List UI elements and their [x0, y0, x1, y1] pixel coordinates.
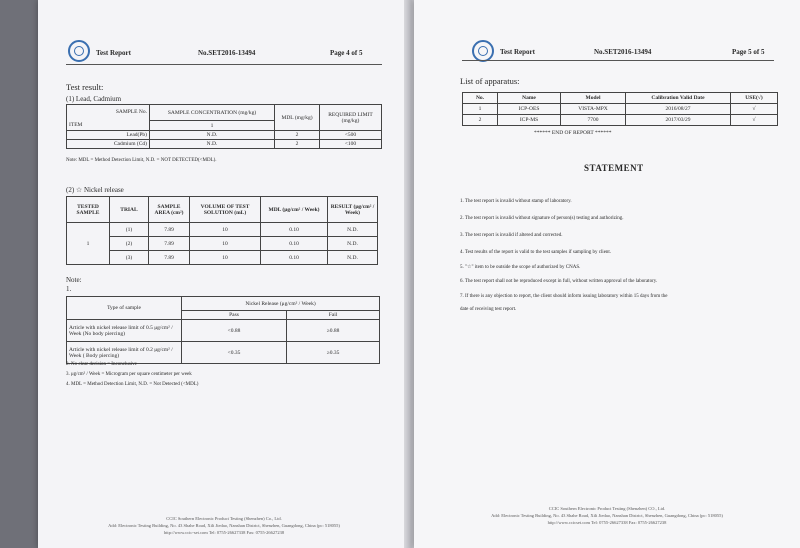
- header-report-no: No.SET2016-13494: [198, 49, 256, 57]
- col-area: SAMPLE AREA (cm²): [149, 197, 190, 223]
- nickel-limit-table: Type of sample Nickel Release (μg/cm² / Week) Pass Fail Article with nickel release limit of 0.5 μg/cm² / Week (No body piercing) <0.88 ≥0.88 Article with nickel release limit of 0.2 μg/cm² / Week ( Body piercing) <0.35 ≥0.35: [66, 296, 380, 364]
- table-row: 1: [463, 104, 498, 115]
- col-model: Model: [561, 93, 626, 104]
- lead-caption: (1) Lead, Cadmium: [66, 95, 122, 103]
- col-name: Name: [498, 93, 561, 104]
- col-limit: REQUIRED LIMIT (mg/kg): [320, 105, 382, 131]
- col-mdl: MDL (μg/cm² / Week): [261, 197, 328, 223]
- nickel-release-table: TESTED SAMPLE TRIAL SAMPLE AREA (cm²) VOLUME OF TEST SOLUTION (mL) MDL (μg/cm² / Week) RESULT (μg/cm² / Week) 1 (1) 7.89 10 0.10 N.D. (2) 7.89 10 0.10 N.D. (3) 7.89 10 0.10 N.D.: [66, 196, 378, 265]
- ccic-logo-icon: [472, 40, 494, 62]
- statement-item-4: 4. Test results of the report is valid to the test samples if sampling by client.: [460, 250, 612, 255]
- note-item-4: 4. MDL = Method Detection Limit, N.D. = Not Detected (<MDL): [66, 382, 199, 387]
- footer-address: Add: Electronic Testing Building, No. 43 Shahe Road, Xili Jiedao, Nanshan District, Shenzhen, Guangdong, China (pc: 518055): [491, 513, 723, 518]
- col-calibration-date: Calibration Valid Date: [626, 93, 731, 104]
- tested-sample-value: 1: [67, 223, 110, 265]
- header-title: Test Report: [500, 48, 535, 56]
- apparatus-title: List of apparatus:: [460, 76, 520, 86]
- section-title: Test result:: [66, 82, 104, 92]
- statement-item-1: 1. The test report is invalid without stamp of laboratory.: [460, 199, 572, 204]
- footer-company: CCIC Southern Electronic Product Testing (Shenzhen) Co., Ltd.: [166, 516, 282, 521]
- note-item-3: 3. μg/cm² / Week = Microgram per square centimeter per week: [66, 372, 192, 377]
- note-item-1: 1.: [66, 285, 72, 293]
- statement-item-7-cont: date of receiving test report.: [460, 307, 517, 312]
- end-of-report: ****** END OF REPORT ******: [534, 130, 612, 136]
- footer-contact: http://www.ccic-set.com Tel: 0755-26627338 Fax: 0755-26627238: [163, 530, 285, 535]
- col-trial: TRIAL: [110, 197, 149, 223]
- table-row: (1): [110, 223, 149, 237]
- col-nickel-release: Nickel Release (μg/cm² / Week): [182, 297, 380, 311]
- table-row: (2): [110, 237, 149, 251]
- nickel-caption: (2) ☆ Nickel release: [66, 186, 124, 194]
- col-tested-sample: TESTED SAMPLE: [67, 197, 110, 223]
- col-result: RESULT (μg/cm² / Week): [328, 197, 378, 223]
- table-row: Cadmium (Cd): [67, 140, 150, 149]
- col-type-of-sample: Type of sample: [67, 297, 182, 320]
- lead-note: Note: MDL = Method Detection Limit, N.D. = NOT DETECTED(<MDL).: [66, 158, 217, 163]
- table-row: Article with nickel release limit of 0.5 μg/cm² / Week (No body piercing): [67, 320, 182, 342]
- table-row: 2: [463, 115, 498, 126]
- lead-cadmium-table: SAMPLE No. SAMPLE CONCENTRATION (mg/kg) MDL (mg/kg) REQUIRED LIMIT (mg/kg) ITEM 1 Lead(Pb) N.D. 2 <500 Cadmium (Cd) N.D. 2 <100: [66, 104, 382, 149]
- header-title: Test Report: [96, 49, 131, 57]
- header-rule: [66, 64, 382, 65]
- ccic-logo-icon: [68, 40, 90, 62]
- header-page-number: Page 4 of 5: [330, 49, 363, 57]
- statement-item-2: 2. The test report is invalid without signature of person(s) testing and authorizing.: [460, 216, 624, 221]
- table-row: Lead(Pb): [67, 131, 150, 140]
- statement-item-3: 3. The test report is invalid if altered and corrected.: [460, 233, 563, 238]
- footer-contact: http://www.ccicset.com Tel: 0755-26627338 Fax: 0755-26627238: [547, 520, 667, 525]
- col-pass: Pass: [182, 311, 287, 320]
- statement-item-7: 7. If there is any objection to report, the client should inform issuing laboratory within 15 days from the: [460, 294, 668, 299]
- table-row: Article with nickel release limit of 0.2 μg/cm² / Week ( Body piercing): [67, 342, 182, 364]
- col-use: USE(√): [731, 93, 778, 104]
- footer-company: CCIC Southern Electronic Product Testing (Shenzhen) CO., Ltd.: [548, 506, 666, 511]
- note-label: Note:: [66, 276, 82, 284]
- col-concentration: SAMPLE CONCENTRATION (mg/kg): [150, 105, 275, 121]
- table-row: (3): [110, 251, 149, 265]
- col-no: No.: [463, 93, 498, 104]
- statement-item-6: 6. The test report shall not be reproduced except in full, without written approval of the laboratory.: [460, 279, 658, 284]
- col-sample-no: SAMPLE No.: [67, 105, 150, 119]
- report-page-4: [38, 0, 410, 548]
- sample-index: 1: [150, 121, 275, 131]
- col-fail: Fail: [287, 311, 380, 320]
- apparatus-table: No. Name Model Calibration Valid Date USE(√) 1 ICP-OES VISTA-MPX 2016/08/27 √ 2 ICP-MS 7700 2017/03/29 √: [462, 92, 778, 126]
- col-volume: VOLUME OF TEST SOLUTION (mL): [190, 197, 261, 223]
- header-page-number: Page 5 of 5: [732, 48, 765, 56]
- header-rule: [462, 60, 774, 61]
- footer-address: Add: Electronic Testing Building, No. 43 Shahe Road, Xili Jiedao, Nanshan District, Shenzhen, Guangdong, China (pc: 518055): [108, 523, 340, 528]
- statement-title: STATEMENT: [584, 163, 644, 173]
- col-item: ITEM: [67, 121, 150, 131]
- statement-item-5: 5. "☆" item to be outside the scope of authorized by CNAS.: [460, 265, 581, 270]
- note-item-2: 2. No clear decision = Inconclusive: [66, 362, 137, 367]
- header-report-no: No.SET2016-13494: [594, 48, 652, 56]
- report-page-5: [414, 0, 800, 548]
- col-mdl: MDL (mg/kg): [275, 105, 320, 131]
